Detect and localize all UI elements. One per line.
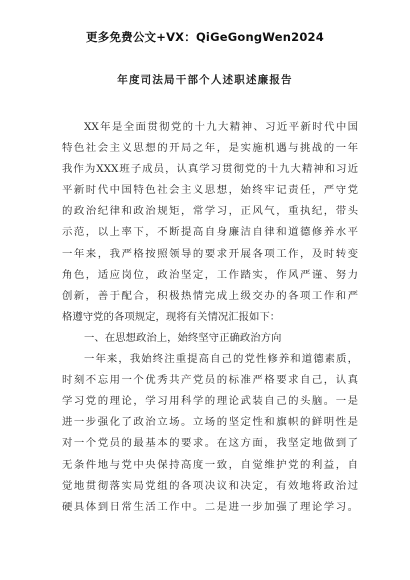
- paragraph-line: 的政治纪律和政治规矩，常学习，正风气，重执纪，带头: [62, 205, 358, 218]
- document-title: 年度司法局干部个人述职述廉报告: [117, 74, 293, 86]
- paragraph-line: 学习党的理论，学习用科学的理论武装自己的头脑。一是: [62, 395, 358, 408]
- paragraph-line: 创新，善于配合，积极热情完成上级交办的各项工作和严: [62, 289, 358, 302]
- paragraph-line: 角色，适应岗位，政治坚定，工作踏实，作风严谨、努力: [62, 268, 358, 281]
- paragraph-line: 进一步强化了政治立场。立场的坚定性和旗帜的鲜明性是: [62, 416, 358, 429]
- paragraph-line: 对一个党员的最基本的要求。在这方面，我坚定地做到了: [62, 437, 358, 450]
- paragraph-line: 平新时代中国特色社会主义思想，始终牢记责任，严守党: [62, 184, 358, 197]
- paragraph-line: 一年来，我始终注重提高自己的党性修养和道德素质，: [84, 353, 358, 366]
- section-heading: 一、在思想政治上，始终坚守正确政治方向: [84, 331, 282, 344]
- paragraph-line: 无条件地与党中央保持高度一致，自觉维护党的利益，自: [62, 458, 358, 471]
- paragraph-line: 时刻不忘用一个优秀共产党员的标准严格要求自己，认真: [62, 374, 358, 387]
- paragraph-line: XX年是全面贯彻党的十九大精神、习近平新时代中国: [84, 121, 358, 133]
- paragraph-line: 一年来，我严格按照领导的要求开展各项工作，及时转变: [62, 247, 358, 260]
- promo-header: 更多免费公文+VX：QiGeGongWen2024: [86, 30, 324, 44]
- paragraph-line: 觉地贯彻落实局党组的各项决议和决定，有效地将政治过: [62, 479, 358, 492]
- paragraph-line: 示范，以上率下，不断提高自身廉洁自律和道德修养水平: [62, 226, 358, 239]
- document-body: [62, 117, 358, 518]
- paragraph-line: 格遵守党的各项规定，现将有关情况汇报如下：: [62, 310, 281, 323]
- paragraph-line: 我作为XXX班子成员，认真学习贯彻党的十九大精神和习近: [62, 163, 358, 176]
- paragraph-line: 硬具体到日常生活工作中。二是进一步加强了理论学习。: [62, 500, 358, 513]
- paragraph-line: 特色社会主义思想的开局之年，是实施机遇与挑战的一年: [62, 142, 358, 155]
